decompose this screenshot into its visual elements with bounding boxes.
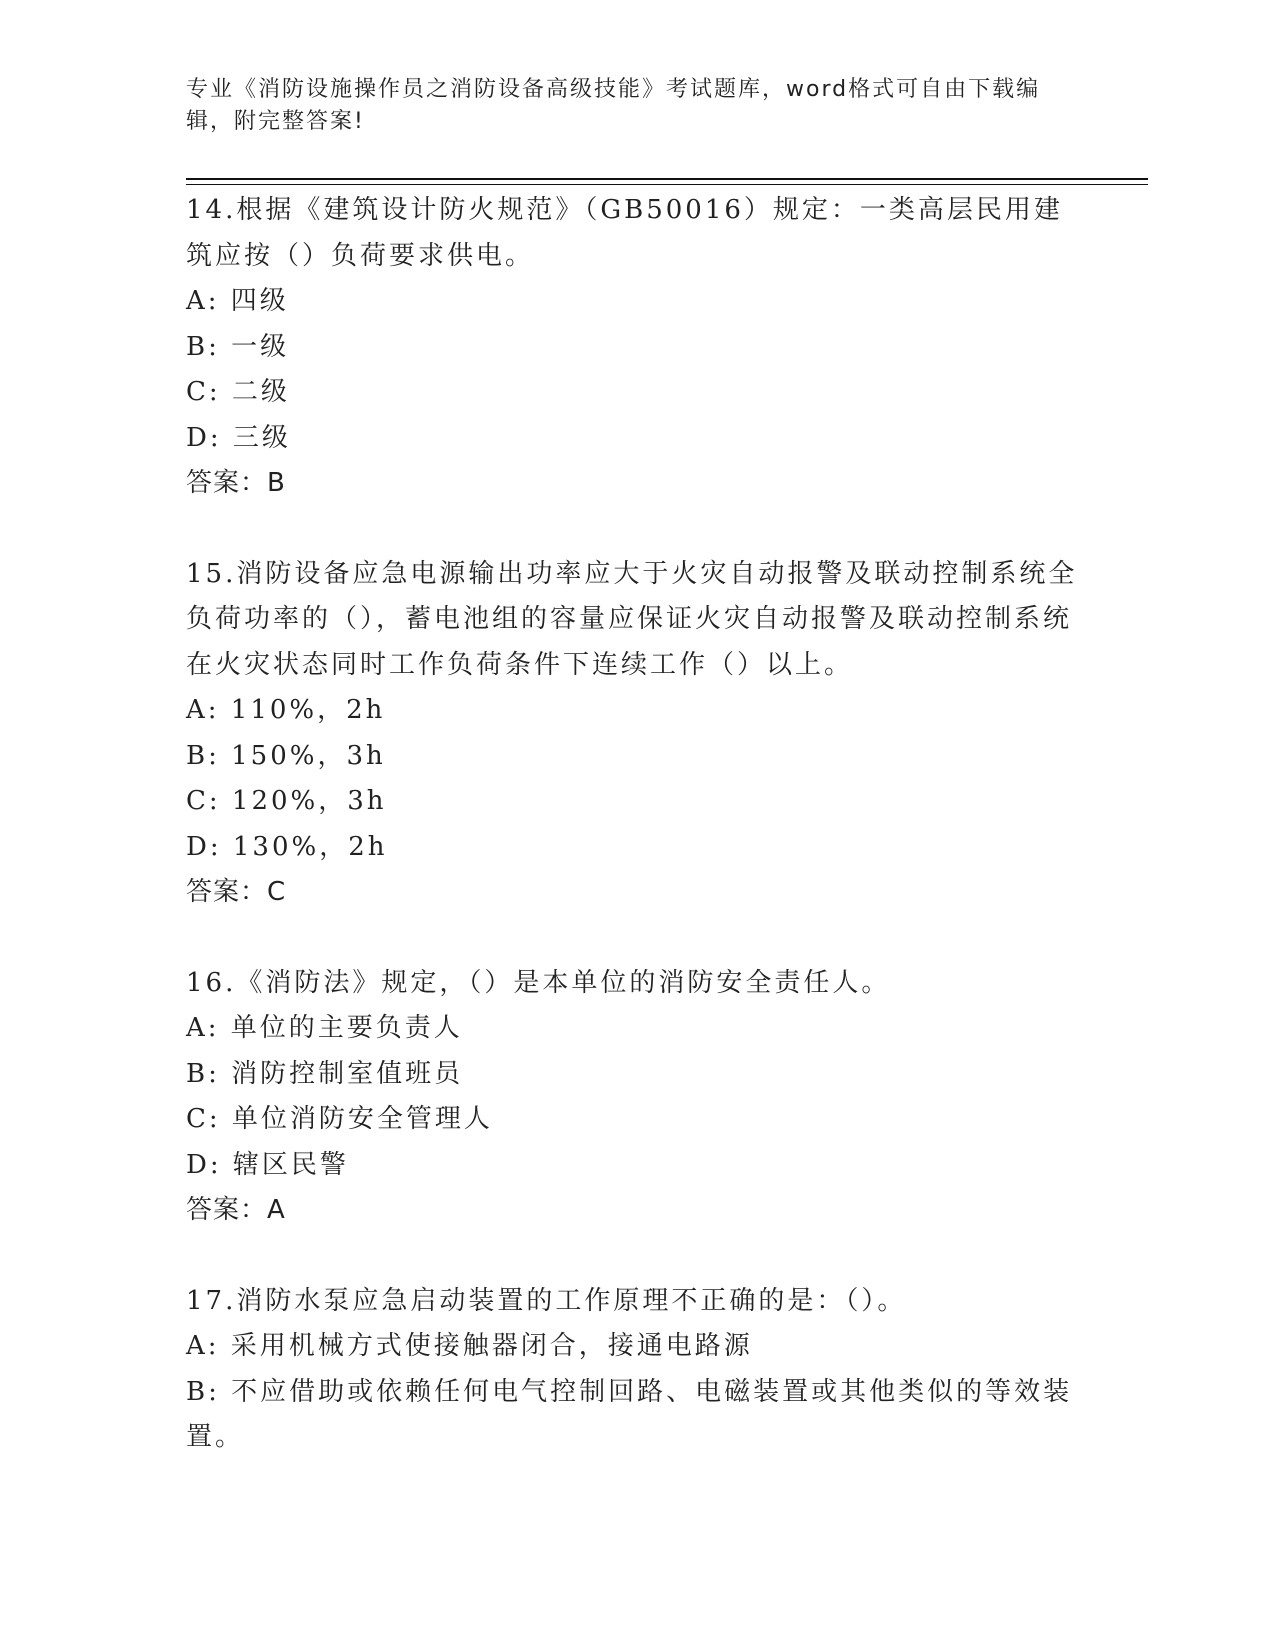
option-d: D: 130%，2h [186, 831, 388, 862]
question-17 [186, 1279, 1086, 1461]
option-b: B: 不应借助或依赖任何电气控制回路、电磁装置或其他类似的等效装置。 [186, 1376, 1073, 1452]
option-a: A: 单位的主要负责人 [186, 1013, 463, 1043]
question-stem: 17.消防水泵应急启动装置的工作原理不正确的是：（）。 [186, 1285, 907, 1316]
question-15 [186, 552, 1086, 916]
document-header: 专业《消防设施操作员之消防设备高级技能》考试题库，word格式可自由下载编辑，附完整答案! [186, 77, 1041, 134]
header-divider-thick [186, 178, 1148, 180]
option-b: B: 150%，3h [186, 740, 386, 771]
option-c: C: 二级 [186, 377, 290, 407]
option-c: C: 120%，3h [186, 786, 387, 816]
option-d: D: 三级 [186, 422, 291, 453]
question-stem: 16.《消防法》规定，（）是本单位的消防安全责任人。 [186, 967, 891, 998]
answer: 答案：B [186, 468, 286, 498]
option-b: B: 消防控制室值班员 [186, 1058, 464, 1089]
question-stem: 14.根据《建筑设计防火规范》（GB50016）规定：一类高层民用建筑应按（）负荷要求供电。 [186, 195, 1063, 271]
answer: 答案：C [186, 877, 287, 907]
question-16 [186, 961, 1086, 1234]
option-a: A: 四级 [186, 286, 289, 316]
option-a: A: 110%，2h [186, 695, 386, 725]
option-b: B: 一级 [186, 331, 290, 362]
question-14 [186, 188, 1086, 507]
header-divider-thin [186, 184, 1148, 185]
option-c: C: 单位消防安全管理人 [186, 1104, 493, 1134]
question-list [186, 188, 1086, 1461]
answer: 答案：A [186, 1195, 286, 1225]
option-d: D: 辖区民警 [186, 1149, 349, 1180]
option-a: A: 采用机械方式使接触器闭合，接通电路源 [186, 1331, 753, 1361]
question-stem: 15.消防设备应急电源输出功率应大于火灾自动报警及联动控制系统全负荷功率的（），蓄电池组的容量应保证火灾自动报警及联动控制系统在火灾状态同时工作负荷条件下连续工作（）以上。 [186, 558, 1078, 680]
